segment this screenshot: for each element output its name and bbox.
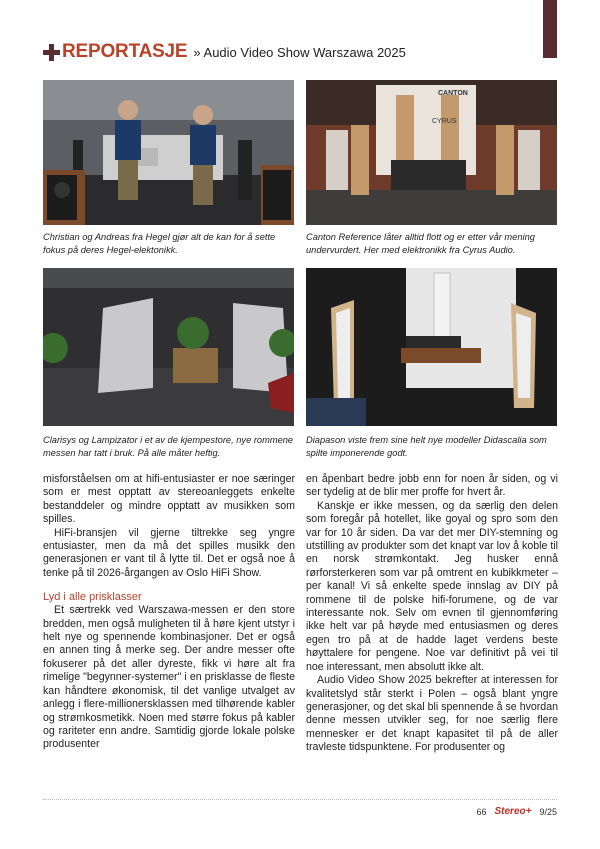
- article-column-left: [43, 473, 295, 752]
- cyrus-logo-text: CYRUS: [432, 118, 457, 125]
- article-column-right: [306, 473, 558, 755]
- plus-icon: [43, 44, 60, 61]
- canton-logo-text: CANTON: [438, 90, 468, 97]
- photo-caption-canton: Canton Reference låter alltid flott og er etter vår mening undervurdert. Her med elektronikk fra Cyrus Audio.: [306, 232, 535, 255]
- photo-hegel: [43, 80, 294, 225]
- corner-tab: [543, 0, 557, 58]
- section-heading: Lyd i alle prisklasser: [43, 591, 142, 604]
- photo-caption-diapason: Diapason viste frem sine helt nye modeller Didascalia som spilte imponerende godt.: [306, 435, 547, 458]
- breadcrumb: » Audio Video Show Warszawa 2025: [193, 44, 406, 60]
- photo-canton: [306, 80, 557, 225]
- page-footer: [476, 806, 557, 817]
- paragraph: HiFi-bransjen vil gjerne tiltrekke seg yngre entusiaster, men da må det spilles musikk den generasjonen er vant til å lytte til. Det er også noe å tenke på til 2026-årgangen av Oslo HiFi Show.: [43, 526, 295, 579]
- photo-caption-clarisys: Clarisys og Lampizator i et av de kjempestore, nye rommene messen har tatt i bruk. På alle måter heftig.: [43, 435, 294, 458]
- issue-number: 9/25: [539, 806, 557, 817]
- page-number: 66: [476, 806, 487, 817]
- footer-divider: [43, 799, 557, 800]
- section-label: REPORTASJE: [62, 41, 188, 62]
- photo-caption-hegel: Christian og Andreas fra Hegel gjør alt de kan for å sette fokus på deres Hegel-elektonikk.: [43, 232, 276, 255]
- photo-clarisys: [43, 268, 294, 426]
- page-header: [43, 40, 406, 64]
- paragraph: misforståelsen om at hifi-entusiaster er noe særinger som er mest opptatt av stereoanleggets enkelte bestanddeler og mindre opptatt av musikken som spilles.: [43, 473, 295, 526]
- paragraph: Audio Video Show 2025 bekrefter at interessen for kvalitetslyd står sterkt i Polen – også blant yngre generasjoner, og det skal bli spennende å se hvordan denne messen utvikler seg, for noe særlig flere mennesker er det knapt kapasitet til på de aller travleste tidspunktene. For produsenter og: [306, 674, 558, 754]
- paragraph: en åpenbart bedre jobb enn for noen år siden, og vi ser tydelig at de blir mer proffe for hvert år.: [306, 473, 558, 499]
- magazine-logo: Stereo+: [494, 806, 532, 817]
- photo-diapason: [306, 268, 557, 426]
- paragraph: Kanskje er ikke messen, og da særlig den delen som foregår på hotellet, like goyal og spro som den var for 10 år siden. Da var det mer DIY-stemning og utstilling av produkter som det knapt var lov å koble til en norsk strømkontakt. Jeg husker ennå rørforsterkeren som var på omtrent en kubikkmeter – per kanal! Vi så enkelte spede innslag av DIY på rommene til de polske hifi-forumene, og de var interessante nok. Selv om evnen til gjennomføring ikke helt var på høyde med entusiasmen og deres egen tro på at de hadde laget verdens beste høyttalere for pengene. Noe var definitivt på vei til noe interessant, men absolutt ikke alt.: [306, 499, 558, 673]
- paragraph: Et særtrekk ved Warszawa-messen er den store bredden, men også muligheten til å høre kjent utstyr i helt nye og spennende kombinasjoner. Det er også en annen ting å merke seg. Der andre messer ofte fokuserer på det aller dyreste, fikk vi høre alt fra rimelige "begynner-systemer" i en prisklasse de fleste kan håndtere økonomisk, til det vanlige utvalget av anlegg i flere-millionersklassen med tilhørende kabler og strømkosmetikk. Noen med større fokus på kabler og rariteter enn andre. Samtidig gjorde lokale polske produsenter: [43, 604, 295, 751]
